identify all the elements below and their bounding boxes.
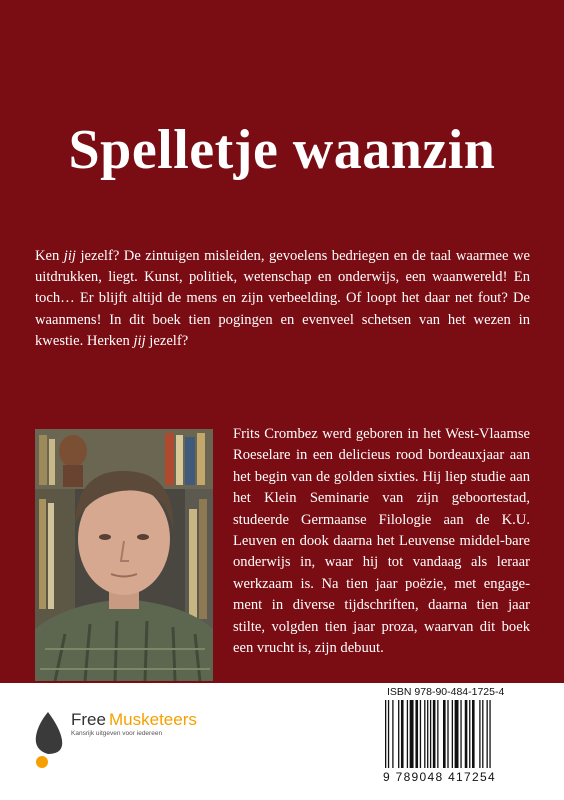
barcode xyxy=(383,700,533,768)
barcode-number: 9 789048 417254 xyxy=(383,770,496,784)
author-photo xyxy=(35,429,213,681)
isbn-label: ISBN 978-90-484-1725-4 xyxy=(387,686,505,698)
author-bio: Frits Crombez werd geboren in het West-Vlaamse Roeselare in een delicieus rood bordeauxjaar aan het begin van de golden sixties. Hij liep studie aan het Klein Seminarie van zijn geboortestad, studeerde Germaanse Filologie aan de K.U. Leuven en dook daarna het Leuvense middel-bare onderwijs in, waar hij tot vandaag als leraar werkzaam is. Na tien jaar poëzie, met engage-ment in diverse tijdschriften, daarna tien jaar stilte, volgden tien jaar proza, waarvan dit boek een vrucht is, zijn debuut. xyxy=(233,426,530,657)
publisher-name-free: Free xyxy=(71,710,106,729)
publisher-name-musketeers: Musketeers xyxy=(109,710,197,729)
publisher-tagline: Kansrijk uitgeven voor iedereen xyxy=(71,730,163,737)
quill-drop-icon xyxy=(30,710,68,772)
blurb-text: Ken jij jezelf? De zintuigen misleiden, gevoelens bedriegen en de taal waarmee we uitdrukken, liegt. Kunst, politiek, wetenschap en onderwijs, een waanwereld! En toch… Er blijft altijd de mens en zijn verbeelding. Of loopt het daar net fout? De waanmens! In dit boek tien pogingen en evenveel schetsen van het wezen in kwestie. Herken jij jezelf? xyxy=(35,248,530,349)
book-title: Spelletje waanzin xyxy=(68,119,496,181)
publisher-logo xyxy=(30,710,200,780)
